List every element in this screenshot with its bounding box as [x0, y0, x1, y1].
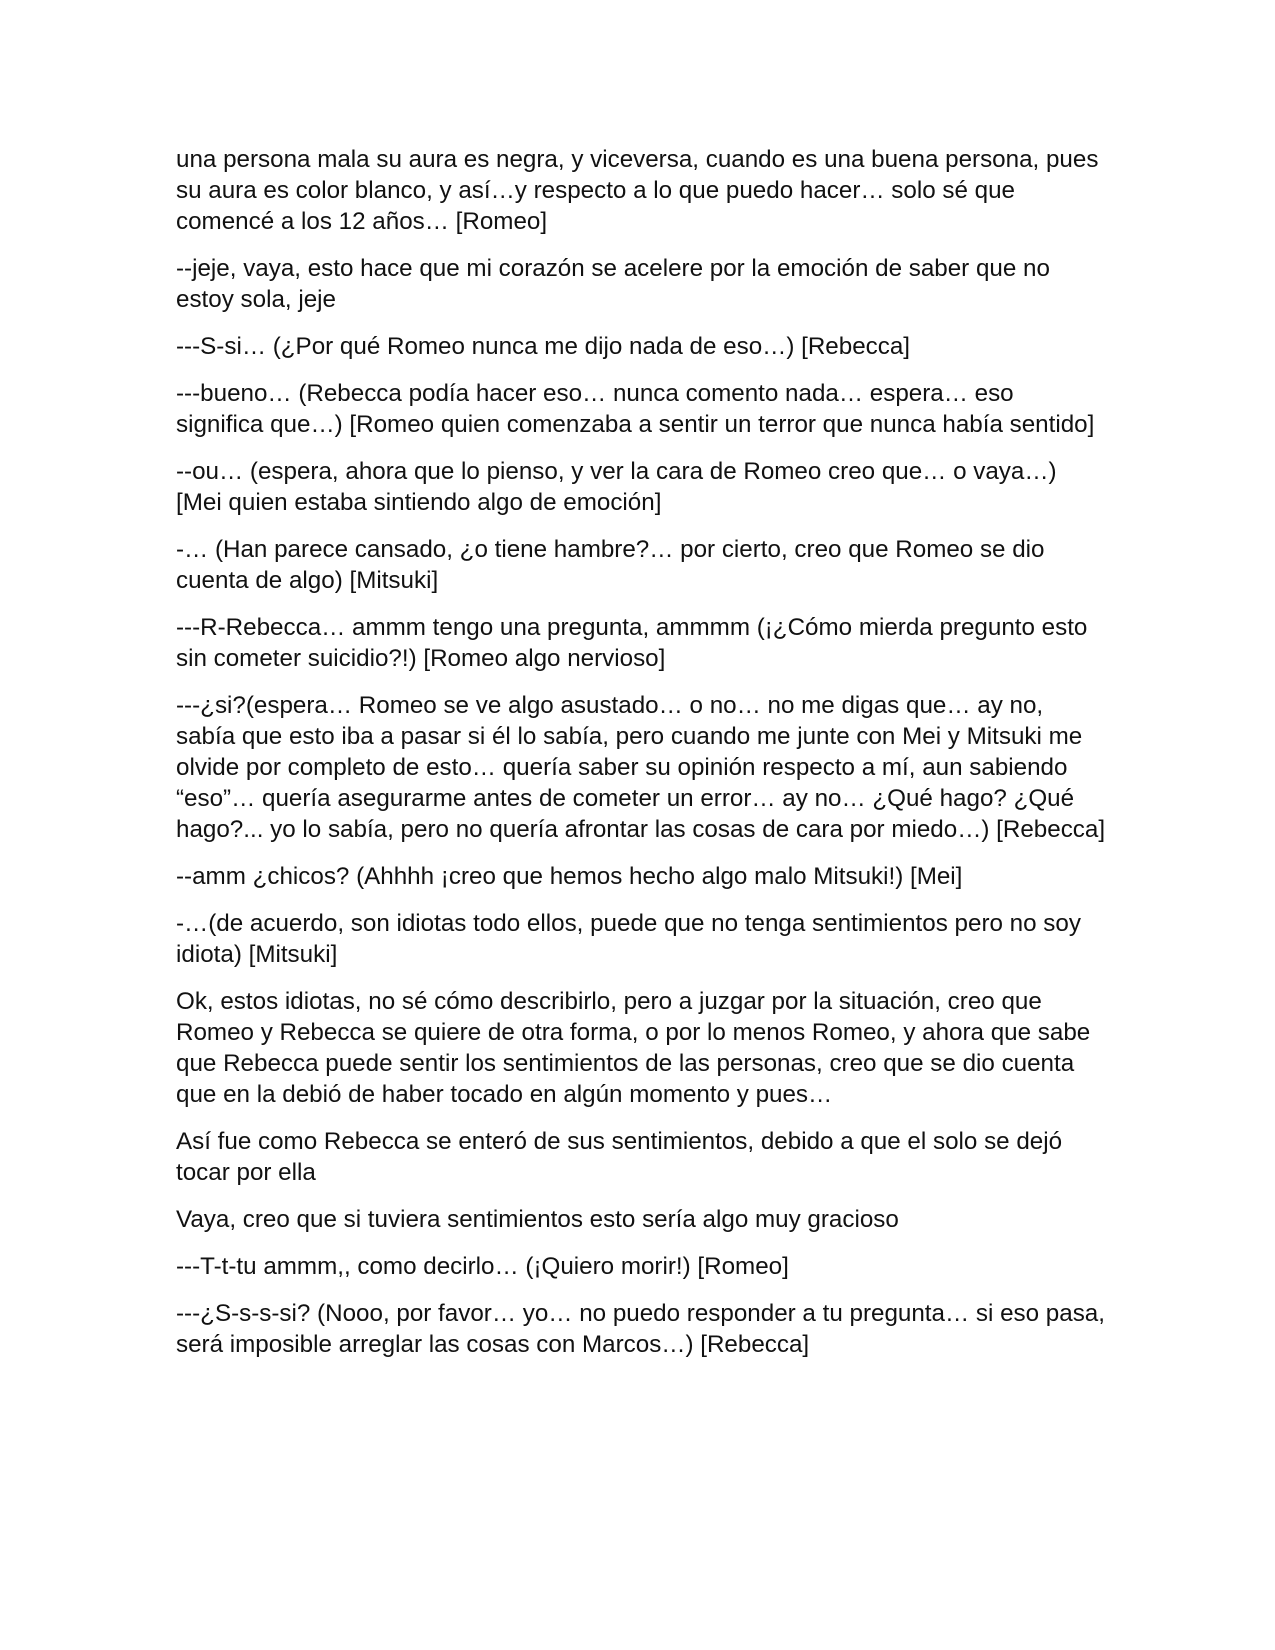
paragraph-9: --amm ¿chicos? (Ahhhh ¡creo que hemos hecho algo malo Mitsuki!) [Mei]: [176, 863, 963, 890]
paragraph-8: ---¿si?(espera… Romeo se ve algo asustado… o no… no me digas que… ay no, sabía que esto iba a pasar si él lo sabía, pero cuando me junte con Mei y Mitsuki me olvide por completo de esto… quería saber su opinión respecto a mí, aun sabiendo “eso”… quería asegurarme antes de cometer un error… ay no… ¿Qué hago? ¿Qué hago?... yo lo sabía, pero no quería afrontar las cosas de cara por miedo…) [Rebecca]: [176, 692, 1106, 843]
paragraph-1: una persona mala su aura es negra, y viceversa, cuando es una buena persona, pues su aura es color blanco, y así…y respecto a lo que puedo hacer… solo sé que comencé a los 12 años… [Romeo]: [176, 146, 1099, 235]
paragraph-2: --jeje, vaya, esto hace que mi corazón se acelere por la emoción de saber que no estoy sola, jeje: [176, 255, 1050, 313]
paragraph-10: -…(de acuerdo, son idiotas todo ellos, puede que no tenga sentimientos pero no soy idiota) [Mitsuki]: [176, 910, 1081, 968]
paragraph-5: --ou… (espera, ahora que lo pienso, y ver la cara de Romeo creo que… o vaya…) [Mei quien estaba sintiendo algo de emoción]: [176, 458, 1057, 516]
paragraph-6: -… (Han parece cansado, ¿o tiene hambre?… por cierto, creo que Romeo se dio cuenta de algo) [Mitsuki]: [176, 536, 1045, 594]
paragraph-11: Ok, estos idiotas, no sé cómo describirlo, pero a juzgar por la situación, creo que Romeo y Rebecca se quiere de otra forma, o por lo menos Romeo, y ahora que sabe que Rebecca puede sentir los sentimientos de las personas, creo que se dio cuenta que en la debió de haber tocado en algún momento y pues…: [176, 988, 1091, 1108]
document-body: [176, 144, 1106, 1376]
paragraph-3: ---S-si… (¿Por qué Romeo nunca me dijo nada de eso…) [Rebecca]: [176, 333, 911, 360]
paragraph-7: ---R-Rebecca… ammm tengo una pregunta, ammmm (¡¿Cómo mierda pregunto esto sin cometer suicidio?!) [Romeo algo nervioso]: [176, 614, 1088, 672]
paragraph-14: ---T-t-tu ammm,, como decirlo… (¡Quiero morir!) [Romeo]: [176, 1253, 789, 1280]
paragraph-15: ---¿S-s-s-si? (Nooo, por favor… yo… no puedo responder a tu pregunta… si eso pasa, será imposible arreglar las cosas con Marcos…) [Rebecca]: [176, 1300, 1105, 1358]
paragraph-4: ---bueno… (Rebecca podía hacer eso… nunca comento nada… espera… eso significa que…) [Romeo quien comenzaba a sentir un terror que nunca había sentido]: [176, 380, 1095, 438]
paragraph-13: Vaya, creo que si tuviera sentimientos esto sería algo muy gracioso: [176, 1206, 899, 1233]
paragraph-12: Así fue como Rebecca se enteró de sus sentimientos, debido a que el solo se dejó tocar por ella: [176, 1128, 1063, 1186]
